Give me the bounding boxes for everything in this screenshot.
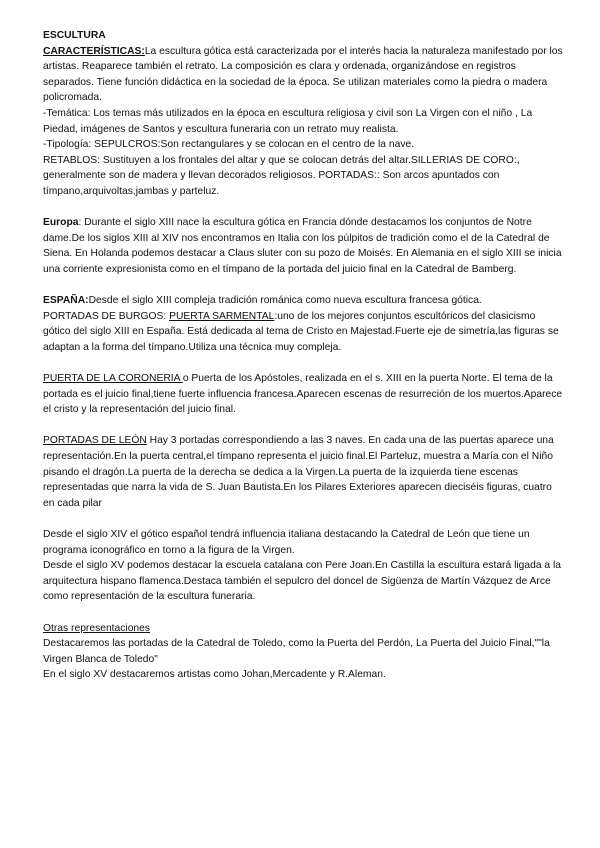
spacer: [43, 355, 563, 371]
spacer: [43, 511, 563, 527]
burgos-text: :uno de los mejores conjuntos escultóricos del clasicismo gótico del siglo XIII en España. Está dedicada al tema de Cristo en Majestad.Fuerte eje de simetría,las figuras se adaptan a la forma del tímpano.Utiliza una técnica muy compleja.: [43, 310, 559, 353]
europa-text: : Durante el siglo XIII nace la escultura gótica en Francia dónde destacamos los conjuntos de Notre dame.De los siglos XIII al XIV nos encontramos en Italia con los púlpitos de tradición como el de la Catedral de Siena. En Holanda podemos destacar a Claus sluter con su pozo de Moisés. En Alemania en el siglo XIII se inicia una corriente expresionista como en el tímpano de la portada del juicio final en la Catedral de Bamberg.: [43, 217, 562, 275]
europa-paragraph: [43, 215, 563, 277]
leon-paragraph: [43, 433, 563, 511]
burgos-prefix: PORTADAS DE BURGOS:: [43, 310, 170, 322]
espana-label: ESPAÑA:: [43, 295, 89, 307]
document-page: [43, 28, 563, 683]
puerta-coroneria-link[interactable]: PUERTA DE LA CORONERIA: [43, 373, 183, 385]
puerta-sarmental-link[interactable]: PUERTA SARMENTAL: [169, 310, 275, 322]
coroneria-paragraph: [43, 371, 563, 418]
caracteristicas-paragraph: [43, 44, 563, 106]
spacer: [43, 418, 563, 434]
portadas-leon-link[interactable]: PORTADAS DE LEÓN: [43, 435, 147, 447]
otras-heading: Otras representaciones: [43, 622, 151, 634]
siglo-xv-paragraph: Desde el siglo XV podemos destacar la escuela catalana con Pere Joan.En Castilla la escultura estará ligada a la arquitectura hispano flamenca.Destaca también el sepulcro del doncel de Sigüenza de Martín Vázquez de Arce como representación de la escultura funeraria.: [43, 560, 562, 603]
caracteristicas-label: CARACTERÍSTICAS:: [43, 45, 145, 57]
espana-text: Desde el siglo XIII compleja tradición románica como nueva escultura francesa gótica.: [88, 295, 482, 307]
leon-text: Hay 3 portadas correspondiendo a las 3 naves. En cada una de las puertas aparece una representación.En la puerta central,el tímpano representa el juicio final.El Parteluz, muestra a María con el Niño pisando el dragón.La puerta de la derecha se dedica a la Virgen.La puerta de la izquierda tiene escenas representadas que narra la vida de S. Juan Bautista.En los Pilares Exteriores aparecen dieciséis figuras, cuatro en cada pilar: [43, 435, 554, 509]
otras-paragraph-2: En el siglo XV destacaremos artistas como Johan,Mercadente y R.Aleman.: [43, 669, 386, 681]
europa-label: Europa: [43, 217, 79, 229]
tematica-paragraph: -Temática: Los temas más utilizados en la época en escultura religiosa y civil son La Virgen con el niño , La Piedad, imágenes de Santos y escultura funeraria con un retrato muy realista.: [43, 107, 533, 135]
coroneria-text: o Puerta de los Apóstoles, realizada en el s. XIII en la puerta Norte. El tema de la portada es el juicio final,tiene fuerte influencia francesa.Aparecen escenas de resurreción de los muertos.Aparece el cristo y la representación del juicio final.: [43, 373, 563, 416]
otras-paragraph-1: Destacaremos las portadas de la Catedral de Toledo, como la Puerta del Perdón, La Puerta del Juicio Final,""la Virgen Blanca de Toledo": [43, 638, 550, 665]
retablos-paragraph: RETABLOS: Sustituyen a los frontales del altar y que se colocan detrás del altar.SILLERIAS DE CORO:, generalmente son de madera y llevan decorados religiosos. PORTADAS:: Son arcos apuntados con tímpano,arquivoltas,jambas y parteluz.: [43, 154, 520, 197]
siglo-xiv-paragraph: Desde el siglo XIV el gótico español tendrá influencia italiana destacando la Catedral de León que tiene un programa iconográfico en torno a la figura de la Virgen.: [43, 529, 530, 556]
spacer: [43, 605, 563, 621]
espana-paragraph: [43, 293, 563, 309]
tipologia-paragraph: -Tipología: SEPULCROS:Son rectangulares y se colocan en el centro de la nave.: [43, 139, 415, 151]
caracteristicas-text: La escultura gótica está caracterizada por el interés hacia la naturaleza manifestado por los artistas. Reaparece también el retrato. La composición es clara y ordenada, organizándose en registros separados. Tiene función didáctica en la sociedad de la época. Se utilizan materiales como la piedra o madera policromada.: [43, 45, 563, 104]
document-title: ESCULTURA: [43, 30, 106, 41]
spacer: [43, 200, 563, 216]
burgos-paragraph: [43, 309, 563, 356]
spacer: [43, 278, 563, 294]
